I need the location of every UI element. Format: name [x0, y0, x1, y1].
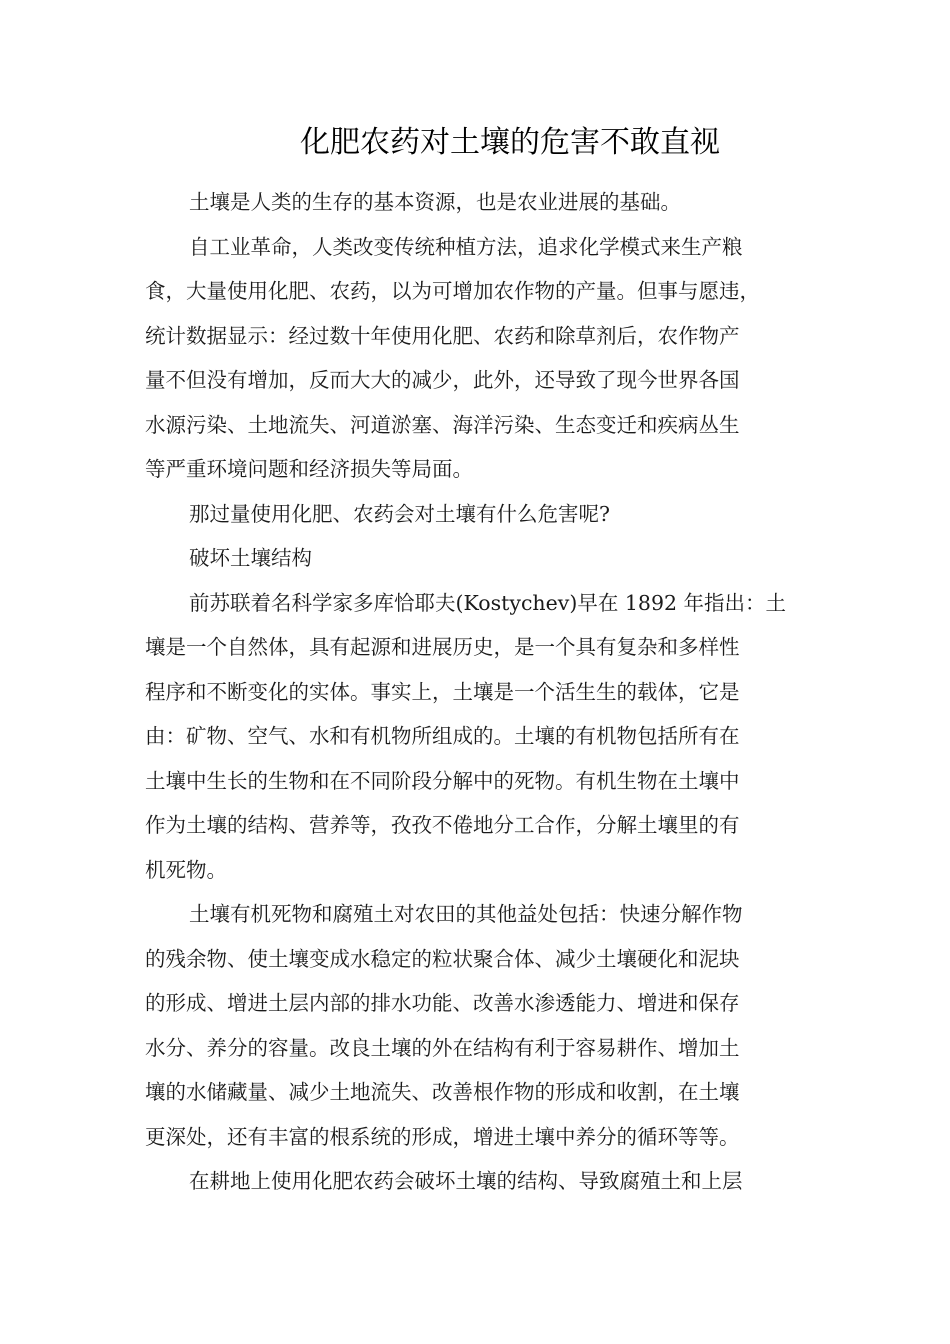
paragraph-line: 的形成、增进土层内部的排水功能、改善水渗透能力、增进和保存 — [145, 991, 740, 1015]
paragraph — [145, 225, 825, 492]
paragraph-line: 程序和不断变化的实体。事实上，土壤是一个活生生的载体，它是 — [145, 679, 740, 704]
paragraph — [145, 180, 825, 225]
paragraph-line: 更深处，还有丰富的根系统的形成，增进土壤中养分的循环等等。 — [145, 1124, 740, 1149]
paragraph-line: 水源污染、土地流失、河道淤塞、海洋污染、生态变迁和疾病丛生 — [145, 412, 740, 437]
paragraph-line: 量不但没有增加，反而大大的减少，此外，还导致了现今世界各国 — [145, 368, 740, 392]
paragraph-line: 壤的水储藏量、减少土地流失、改善根作物的形成和收割，在土壤 — [145, 1080, 740, 1104]
paragraph-line: 的残余物、使土壤变成水稳定的粒状聚合体、减少土壤硬化和泥块 — [145, 946, 740, 971]
paragraph — [145, 1159, 825, 1204]
paragraph-line: 壤是一个自然体，具有起源和进展历史，是一个具有复杂和多样性 — [145, 635, 740, 659]
paragraph-line: 土壤是人类的生存的基本资源，也是农业进展的基础。 — [189, 190, 681, 214]
paragraph — [145, 892, 825, 1159]
paragraph-line: 那过量使用化肥、农药会对土壤有什么危害呢? — [189, 501, 610, 526]
paragraph-line: 破坏土壤结构 — [189, 546, 312, 570]
paragraph-line: 等严重环境问题和经济损失等局面。 — [145, 457, 473, 481]
paragraph-line: 水分、养分的容量。改良土壤的外在结构有利于容易耕作、增加土 — [145, 1035, 740, 1060]
paragraph-line: 食，大量使用化肥、农药，以为可增加农作物的产量。但事与愿违， — [145, 279, 760, 303]
document-body — [145, 180, 825, 1204]
paragraph-line: 统计数据显示：经过数十年使用化肥、农药和除草剂后，农作物产 — [145, 323, 740, 348]
paragraph-line: 在耕地上使用化肥农药会破坏土壤的结构、导致腐殖土和上层 — [189, 1169, 743, 1193]
paragraph-line: 作为土壤的结构、营养等，孜孜不倦地分工合作，分解土壤里的有 — [145, 813, 740, 837]
paragraph-line: 土壤有机死物和腐殖土对农田的其他益处包括：快速分解作物 — [189, 902, 743, 926]
paragraph-line: 前苏联着名科学家多库恰耶夫(Kostychev)早在 1892 年指出：土 — [189, 590, 787, 615]
paragraph-line: 土壤中生长的生物和在不同阶段分解中的死物。有机生物在土壤中 — [145, 768, 740, 793]
section-heading — [145, 536, 825, 581]
document-title: 化肥农药对土壤的危害不敢直视 — [300, 125, 720, 160]
paragraph-line: 自工业革命，人类改变传统种植方法，追求化学模式来生产粮 — [189, 234, 743, 259]
paragraph — [145, 492, 825, 537]
paragraph-line: 由：矿物、空气、水和有机物所组成的。土壤的有机物包括所有在 — [145, 724, 740, 748]
paragraph — [145, 581, 825, 893]
paragraph-line: 机死物。 — [145, 857, 227, 882]
